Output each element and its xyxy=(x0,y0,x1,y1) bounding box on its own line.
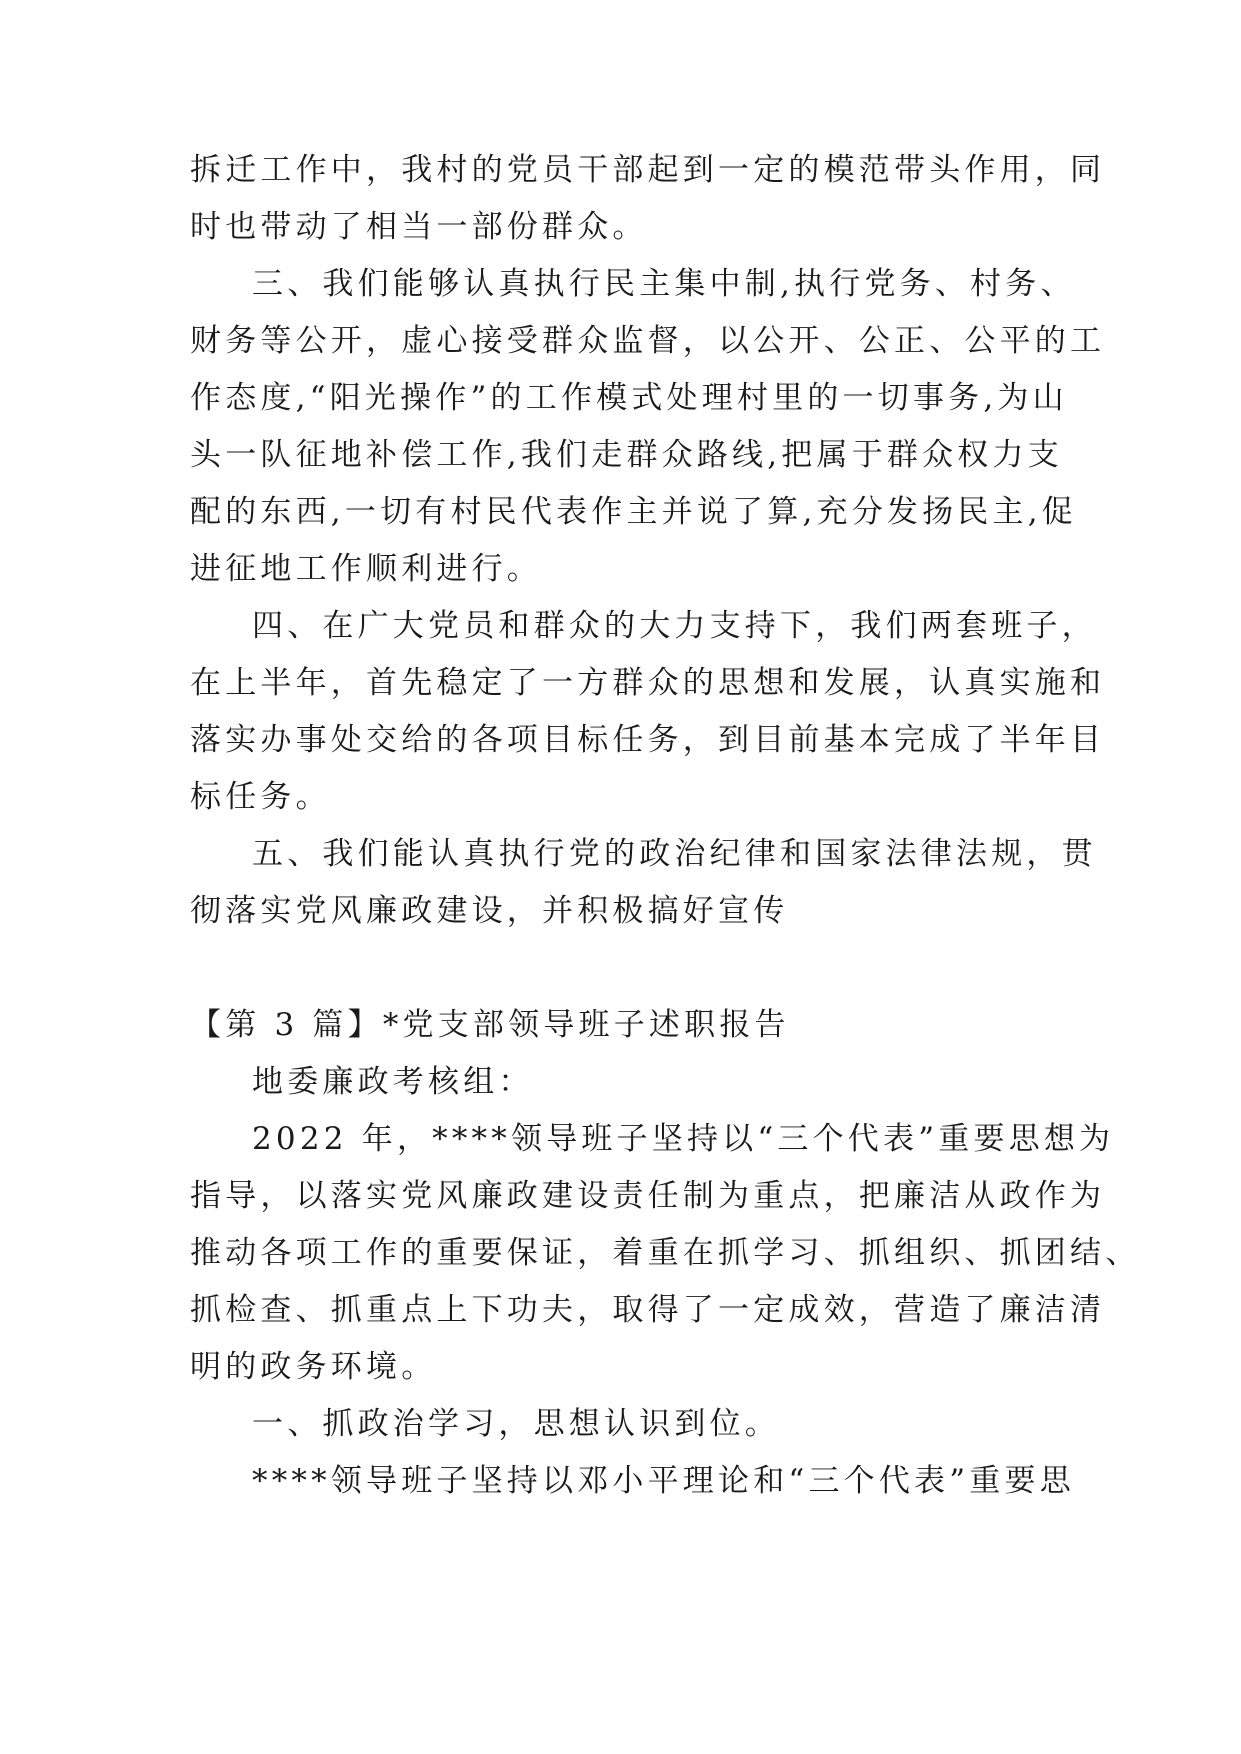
paragraph-line: 2022 年，****领导班子坚持以“三个代表”重要思想为 xyxy=(252,1121,1115,1157)
salutation-line: 地委廉政考核组： xyxy=(252,1064,534,1100)
paragraph-line: 进征地工作顺利进行。 xyxy=(190,551,542,587)
paragraph-line: 明的政务环境。 xyxy=(190,1349,437,1385)
section-heading: 【第 3 篇】*党支部领导班子述职报告 xyxy=(190,1007,790,1043)
paragraph-line: ****领导班子坚持以邓小平理论和“三个代表”重要思 xyxy=(252,1463,1075,1499)
paragraph-line: 标任务。 xyxy=(190,779,331,815)
paragraph-line: 作态度,“阳光操作”的工作模式处理村里的一切事务,为山 xyxy=(190,380,1068,416)
paragraph-line: 五、我们能认真执行党的政治纪律和国家法律法规，贯 xyxy=(252,836,1097,872)
paragraph-line: 落实办事处交给的各项目标任务，到目前基本完成了半年目 xyxy=(190,722,1106,758)
paragraph-line: 三、我们能够认真执行民主集中制,执行党务、村务、 xyxy=(252,266,1076,302)
paragraph-line: 彻落实党风廉政建设，并积极搞好宣传 xyxy=(190,893,789,929)
paragraph-line: 时也带动了相当一部份群众。 xyxy=(190,209,648,245)
paragraph-line: 在上半年，首先稳定了一方群众的思想和发展，认真实施和 xyxy=(190,665,1106,701)
paragraph-line: 财务等公开，虚心接受群众监督，以公开、公正、公平的工 xyxy=(190,323,1106,359)
paragraph-line: 指导，以落实党风廉政建设责任制为重点，把廉洁从政作为 xyxy=(190,1178,1106,1214)
paragraph-line: 四、在广大党员和群众的大力支持下，我们两套班子， xyxy=(252,608,1097,644)
paragraph-line: 推动各项工作的重要保证，着重在抓学习、抓组织、抓团结、 xyxy=(190,1235,1141,1271)
paragraph-line: 拆迁工作中，我村的党员干部起到一定的模范带头作用，同 xyxy=(190,152,1106,188)
paragraph-line: 抓检查、抓重点上下功夫，取得了一定成效，营造了廉洁清 xyxy=(190,1292,1106,1328)
paragraph-line: 头一队征地补偿工作,我们走群众路线,把属于群众权力支 xyxy=(190,437,1063,473)
subheading-line: 一、抓政治学习，思想认识到位。 xyxy=(252,1406,780,1442)
paragraph-line: 配的东西,一切有村民代表作主并说了算,充分发扬民主,促 xyxy=(190,494,1077,530)
